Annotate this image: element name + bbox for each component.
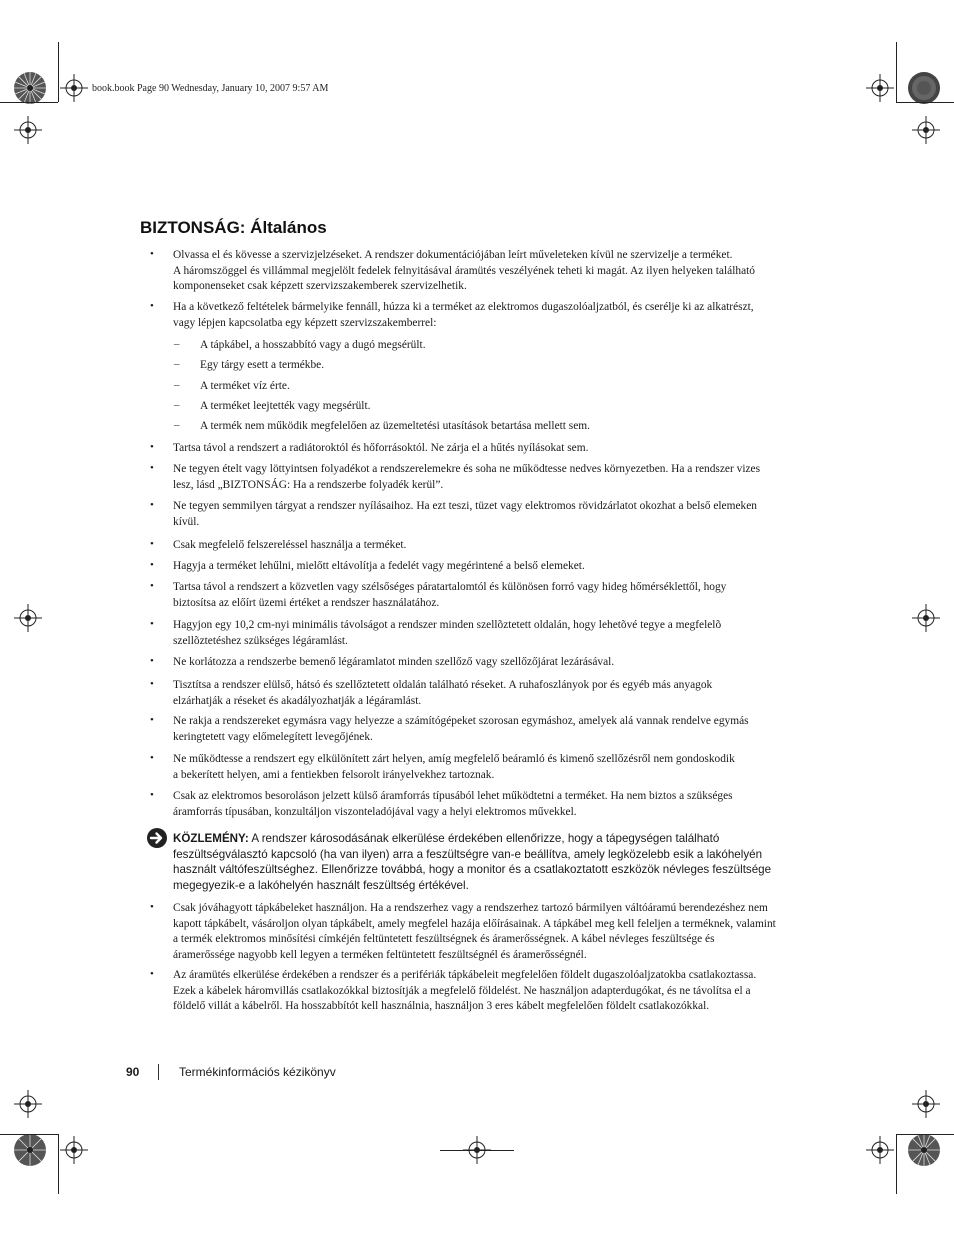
notice-line: A rendszer károsodásának elkerülése érdekében ellenőrizze, hogy a tápegységen található [248,832,720,845]
list-item [173,789,818,820]
crosshair-registration-icon [866,1136,894,1169]
list-item-line: földelő villát a kábelről. Ha hosszabbítót kell használnia, használjon 3 eres kábelt megfelelően földelt csatlakozókkal. [173,1000,710,1013]
crosshair-registration-icon [912,604,940,637]
dash-marker: – [174,338,180,350]
notice-line: feszültségválasztó kapcsoló (ha van ilyen) arra a feszültségre van-e beállítva, amely legközelebb esik a lakóhelyén [173,847,763,861]
list-item-line: kapott tápkábelt, vásároljon olyan tápkábelt, amely megfelel hazája előírásainak. A tápkábel meg kell feleljen a terméknek, valamint [173,917,776,930]
list-item [173,538,818,554]
notice-line: megegyezik-e a lakóhelyén használt feszültség értékével. [173,878,469,892]
list-item [173,559,818,575]
crosshair-registration-icon [14,116,42,149]
page-number: 90 [126,1065,140,1079]
book-title: Termékinformációs kézikönyv [179,1065,336,1079]
list-item [173,499,818,530]
crop-mark [896,1134,897,1194]
list-item-line: áramforrás típusában, konzultáljon viszonteladójával vagy a helyi elektromos művekkel. [173,805,577,818]
list-item-line: Hagyja a terméket lehűlni, mielőtt eltávolítja a fedelét vagy megérintené a belső elemeket. [173,560,585,572]
bullet-marker: • [150,499,154,511]
sub-list-item: A terméket víz érte. [200,380,290,392]
crop-mark [440,1150,514,1151]
bullet-marker: • [150,714,154,726]
list-item [173,441,818,457]
list-item-line: Tisztítsa a rendszer elülső, hátsó és szellőztetett oldalán található réseket. A ruhafoszlányok por és egyéb más anyagok [173,679,713,691]
starburst-registration-icon [906,70,942,111]
list-item-line: komponenseket csak képzett szervizszakemberek szervizelhetik. [173,280,467,293]
list-item [173,968,818,1015]
list-item [173,678,818,709]
bullet-marker: • [150,462,154,474]
dash-marker: – [174,399,180,411]
crosshair-registration-icon [60,74,88,107]
sub-list-item: A tápkábel, a hosszabbító vagy a dugó megsérült. [200,339,426,351]
list-item-line: Az áramütés elkerülése érdekében a rendszer és a perifériák tápkábeleit megfelelően földelt dugaszolóaljzatokba csatlakoztassa. [173,969,757,981]
list-item-line: Tartsa távol a rendszert a radiátoroktól és hőforrásoktól. Ne zárja el a hűtés nyílásokat sem. [173,442,589,454]
bullet-marker: • [150,752,154,764]
sub-list-item: Egy tárgy esett a termékbe. [200,359,325,371]
list-item [173,248,818,295]
dash-marker: – [174,379,180,391]
list-item-line: a termék elektromos minősítési címkéjén feltüntetett feszültségnek és áramerősségnek. A kábel névleges feszültsége és [173,933,715,946]
crop-mark [58,1134,59,1194]
list-item-line: Csak megfelelő felszereléssel használja a terméket. [173,539,407,551]
crosshair-registration-icon [60,1136,88,1169]
list-item-line: Csak az elektromos besoroláson jelzett külső áramforrás típusából lehet működtetni a terméket. Ha nem biztos a szükséges [173,790,733,802]
list-item-line: Ne korlátozza a rendszerbe bemenő légáramlatot minden szellőző vagy szellőzőjárat lezárásával. [173,656,615,668]
bullet-marker: • [150,538,154,550]
list-item-line: lesz, lásd „BIZTONSÁG: Ha a rendszerbe folyadék kerül”. [173,478,444,491]
list-item-line: elzárhatják a réseket és akadályozhatják a légáramlást. [173,694,422,707]
bullet-marker: • [150,300,154,312]
sub-list-item: A terméket leejtették vagy megsérült. [200,400,371,412]
crop-mark [0,102,58,103]
list-item-line: áramerőssége nagyobb kell legyen a terméken feltüntetett feszültségnél és áramerősségnél. [173,948,587,961]
notice-label: KÖZLEMÉNY: [173,832,249,845]
notice-line: használt váltófeszültséghez. Ellenőrizze továbbá, hogy a monitor és a csatlakoztatott eszközök névleges feszültsége [173,863,772,877]
footer-divider [158,1064,159,1080]
crosshair-registration-icon [463,1136,491,1169]
bullet-marker: • [150,901,154,913]
starburst-registration-icon [12,1132,48,1173]
crosshair-registration-icon [866,74,894,107]
list-item [173,655,818,671]
list-item-line: szellõztetéshez szükséges légáramlást. [173,634,348,647]
list-item-line: biztosítsa az előírt üzemi értéket a rendszer használatához. [173,596,440,609]
crosshair-registration-icon [912,1090,940,1123]
list-item-line: kívül. [173,515,200,528]
list-item-line: Ne tegyen semmilyen tárgyat a rendszer nyílásaihoz. Ha ezt teszi, tüzet vagy elektromos rövidzárlatot okozhat a belső elemeken [173,500,757,512]
list-item [173,618,818,649]
list-item-line: A háromszöggel és villámmal megjelölt fedelek felnyitásával áramütés veszélyének teheti ki magát. Az ilyen helyeken található [173,264,755,277]
sub-list-item: A termék nem működik megfelelően az üzemeltetési utasítások betartása mellett sem. [200,420,590,432]
list-item-line: Ezek a kábelek háromvillás csatlakozókkal biztosítják a megfelelő földelést. Ne használjon adapterdugókat, és ne távolítsa el a [173,984,751,997]
list-item-line: a bekerített helyen, ami a fentiekben felsorolt irányelvekhez tartoznak. [173,768,495,781]
section-title: BIZTONSÁG: Általános [140,218,327,237]
starburst-registration-icon [12,70,48,111]
starburst-registration-icon [906,1132,942,1173]
crosshair-registration-icon [912,116,940,149]
crop-mark [896,1134,954,1135]
list-item [173,752,818,783]
list-item [173,714,818,745]
dash-marker: – [174,419,180,431]
list-item-line: Ne működtesse a rendszert egy elkülönített zárt helyen, amíg megfelelő beáramló és kimenő szellőzésről nem gondoskodik [173,753,735,765]
bullet-marker: • [150,248,154,260]
crop-mark [58,42,59,102]
list-item-line: Tartsa távol a rendszert a közvetlen vagy szélsőséges páratartalomtól és különösen forró vagy hideg hőmérséklettől, hogy [173,581,727,593]
list-item [173,462,818,493]
crop-mark [896,102,954,103]
bullet-marker: • [150,559,154,571]
bullet-marker: • [150,441,154,453]
crop-mark [896,42,897,102]
dash-marker: – [174,358,180,370]
bullet-marker: • [150,580,154,592]
list-item [173,580,818,611]
list-item-line: keringtetett vagy előmelegített levegőjének. [173,730,373,743]
list-item [173,901,818,963]
list-item-line: Csak jóváhagyott tápkábeleket használjon. Ha a rendszerhez vagy a rendszerhez tartozó bármilyen váltóáramú berendezéshez nem [173,902,768,914]
list-item-line: Ne rakja a rendszereket egymásra vagy helyezze a számítógépeket szorosan egymáshoz, amelyek alá vannak rendelve egymás [173,715,749,727]
list-item-line: Ne tegyen ételt vagy löttyintsen folyadékot a rendszerelemekre és soha ne működtesse nedves környezetben. Ha a rendszer vizes [173,463,761,475]
list-item-line: vagy lépjen kapcsolatba egy képzett szervizszakemberrel: [173,316,437,329]
bullet-marker: • [150,655,154,667]
list-item-line: Ha a következő feltételek bármelyike fennáll, húzza ki a terméket az elektromos dugaszolóaljzatból, és cserélje ki az alkatrészt, [173,301,754,313]
arrow-right-circle-icon [146,827,168,854]
bullet-marker: • [150,968,154,980]
list-item [173,300,818,331]
bullet-marker: • [150,789,154,801]
crop-mark [0,1134,58,1135]
bullet-marker: • [150,618,154,630]
crosshair-registration-icon [14,604,42,637]
list-item-line: Olvassa el és kövesse a szervizjelzéseket. A rendszer dokumentációjában leírt műveleteken kívül ne szervizelje a terméket. [173,249,733,261]
print-header-info: book.book Page 90 Wednesday, January 10, 2007 9:57 AM [92,83,329,94]
crosshair-registration-icon [14,1090,42,1123]
bullet-marker: • [150,678,154,690]
notice-block [173,831,818,893]
list-item-line: Hagyjon egy 10,2 cm-nyi minimális távolságot a rendszer minden szellõztetett oldalán, hogy lehetõvé tegye a megfelelõ [173,619,722,631]
